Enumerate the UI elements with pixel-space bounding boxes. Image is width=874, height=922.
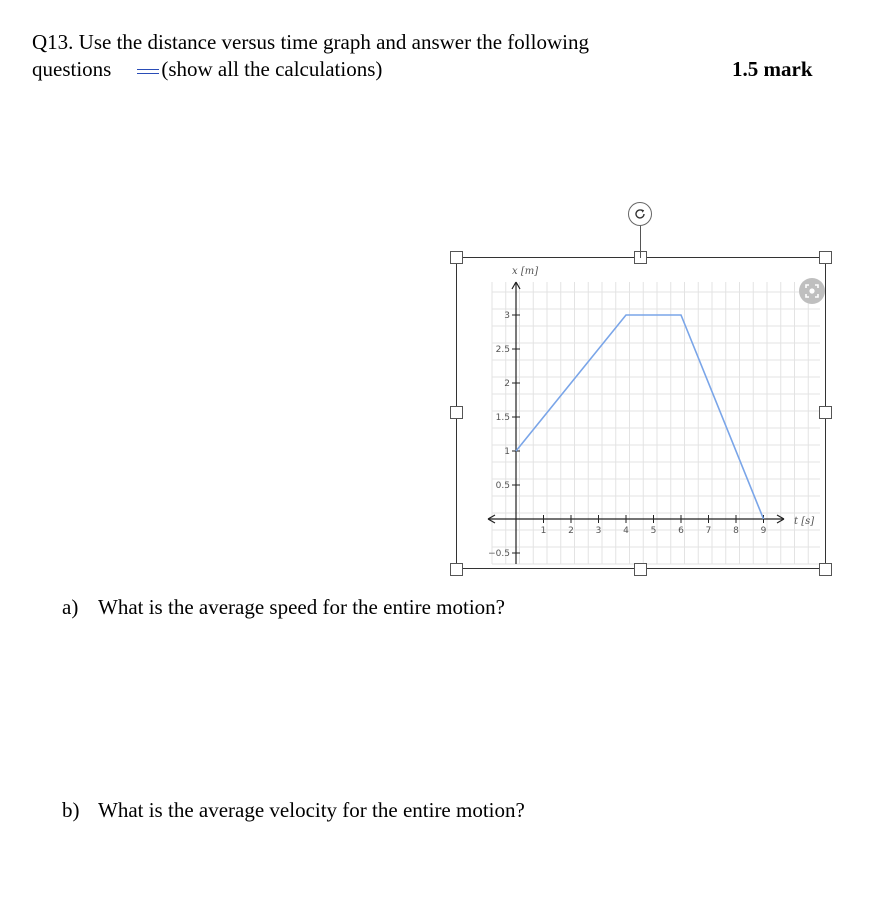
y-tick-label: 1.5 (495, 413, 510, 423)
x-tick-label: 1 (540, 526, 547, 536)
image-selection-frame (456, 257, 826, 569)
x-tick-label: 5 (650, 526, 657, 536)
x-tick-label: 8 (733, 526, 739, 536)
rotate-icon[interactable] (628, 202, 652, 226)
y-tick-label: 3 (504, 311, 510, 321)
y-tick-label: 0.5 (495, 481, 510, 491)
x-tick-label: 6 (678, 526, 684, 536)
resize-handle-top-left[interactable] (450, 251, 463, 264)
resize-handle-right[interactable] (819, 406, 832, 419)
question-part-a (62, 595, 505, 619)
resize-handle-left[interactable] (450, 406, 463, 419)
part-b-text: What is the average velocity for the entire motion? (98, 798, 525, 822)
resize-handle-bottom-right[interactable] (819, 563, 832, 576)
question-line-2-end: (show all the calculations) (161, 57, 383, 81)
question-line-1: Q13. Use the distance versus time graph and answer the following (32, 30, 589, 54)
resize-handle-top-right[interactable] (819, 251, 832, 264)
y-tick-label: 2.5 (495, 345, 510, 355)
x-axis-title: t [s] (794, 516, 815, 527)
x-tick-label: 2 (568, 526, 574, 536)
y-axis-title: x [m] (512, 266, 539, 277)
part-a-text: What is the average speed for the entire motion? (98, 595, 505, 619)
x-tick-label: 4 (623, 526, 629, 536)
question-line-2-start: questions (32, 57, 112, 81)
marks-label: 1.5 mark (732, 57, 813, 81)
y-tick-label: −0.5 (488, 549, 510, 559)
x-tick-label: 3 (595, 526, 602, 536)
y-tick-label: 2 (504, 379, 510, 389)
x-tick-label: 7 (705, 526, 712, 536)
part-a-letter: a) (62, 595, 79, 619)
part-b-letter: b) (62, 798, 80, 822)
y-tick-label: 1 (504, 447, 510, 457)
rotate-handle-stem (640, 222, 641, 258)
resize-handle-bottom-left[interactable] (450, 563, 463, 576)
image-options-icon[interactable] (799, 278, 825, 304)
resize-handle-bottom[interactable] (634, 563, 647, 576)
x-tick-label: 9 (760, 526, 767, 536)
question-line-2 (32, 57, 382, 81)
question-part-b (62, 798, 525, 822)
